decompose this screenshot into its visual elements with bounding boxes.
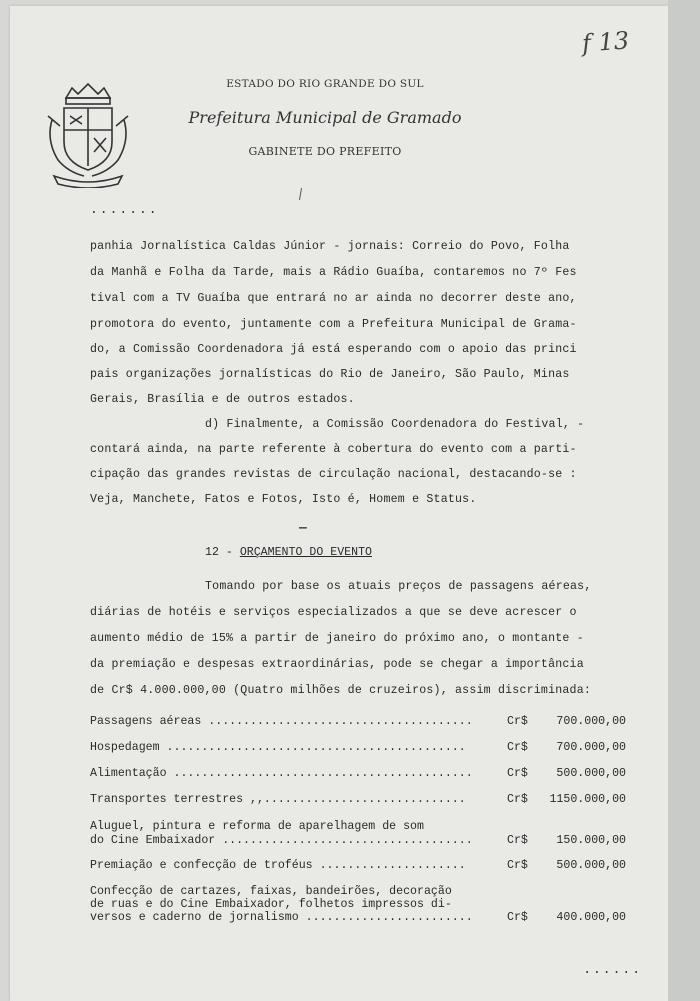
budget-item-label: Aluguel, pintura e reforma de aparelhagem de som — [90, 820, 424, 833]
budget-item-amount: 500.000,00 — [556, 859, 626, 872]
budget-text-line: aumento médio de 15% a partir de janeiro do próximo ano, o montante - — [90, 632, 584, 645]
budget-item-label: Premiação e confecção de troféus ..................... — [90, 859, 466, 872]
section-number: 12 - — [205, 546, 233, 559]
paragraph-line: do, a Comissão Coordenadora já está esperando com o apoio das princi — [90, 343, 577, 356]
gabinete-header: GABINETE DO PREFEITO — [248, 145, 402, 158]
coat-of-arms-icon — [44, 80, 132, 188]
budget-item-label: Alimentação ........................................... — [90, 767, 473, 780]
budget-item-amount: 1150.000,00 — [549, 793, 626, 806]
budget-text-line: da premiação e despesas extraordinárias, pode se chegar a importância — [90, 658, 584, 671]
budget-item-label: Confecção de cartazes, faixas, bandeirões, decoração — [90, 885, 452, 898]
paragraph-line: pais organizações jornalísticas do Rio de Janeiro, São Paulo, Minas — [90, 368, 570, 381]
paragraph-line: panhia Jornalística Caldas Júnior - jornais: Correio do Povo, Folha — [90, 240, 570, 253]
budget-item-label: Transportes terrestres ,,............................. — [90, 793, 466, 806]
budget-item-currency: Cr$ — [507, 715, 528, 728]
budget-text-line: de Cr$ 4.000.000,00 (Quatro milhões de cruzeiros), assim discriminada: — [90, 684, 592, 697]
paragraph-line: cipação das grandes revistas de circulação nacional, destacando-se : — [90, 468, 577, 481]
section-title: ORÇAMENTO DO EVENTO — [239, 546, 373, 559]
budget-item-currency: Cr$ — [507, 793, 528, 806]
budget-item-amount: 700.000,00 — [556, 715, 626, 728]
budget-item-currency: Cr$ — [507, 741, 528, 754]
paragraph-line: tival com a TV Guaíba que entrará no ar ainda no decorrer deste ano, — [90, 292, 577, 305]
budget-item-currency: Cr$ — [507, 911, 528, 924]
state-header: ESTADO DO RIO GRANDE DO SUL — [226, 78, 424, 90]
background-edge — [668, 0, 700, 1001]
paragraph-line: contará ainda, na parte referente à cobertura do evento com a parti- — [90, 443, 577, 456]
budget-item-label: Passagens aéreas ...................................... — [90, 715, 473, 728]
separator-dash: — — [299, 520, 307, 535]
section-heading — [205, 546, 372, 559]
budget-text-line: diárias de hotéis e serviços especializados a que se deve acrescer o — [90, 606, 577, 619]
prefeitura-header: Prefeitura Municipal de Gramado — [188, 108, 462, 127]
budget-item-amount: 500.000,00 — [556, 767, 626, 780]
budget-item-amount: 700.000,00 — [556, 741, 626, 754]
budget-item-currency: Cr$ — [507, 767, 528, 780]
budget-item-label: Hospedagem ........................................... — [90, 741, 466, 754]
budget-item-amount: 400.000,00 — [556, 911, 626, 924]
continuation-marker: ....... — [90, 202, 159, 217]
end-marker: ...... — [583, 962, 642, 977]
paragraph-line: Veja, Manchete, Fatos e Fotos, Isto é, Homem e Status. — [90, 493, 477, 506]
folio-number: f 13 — [581, 26, 630, 58]
budget-text-line: Tomando por base os atuais preços de passagens aéreas, — [205, 580, 592, 593]
paragraph-line: promotora do evento, juntamente com a Prefeitura Municipal de Grama- — [90, 318, 577, 331]
budget-item-label: de ruas e do Cine Embaixador, folhetos impressos di- — [90, 898, 452, 911]
paragraph-line: da Manhã e Folha da Tarde, mais a Rádio Guaíba, contaremos no 7º Fes — [90, 266, 577, 279]
paragraph-line: Gerais, Brasília e de outros estados. — [90, 393, 355, 406]
budget-item-label: versos e caderno de jornalismo ........................ — [90, 911, 473, 924]
budget-item-currency: Cr$ — [507, 834, 528, 847]
budget-item-currency: Cr$ — [507, 859, 528, 872]
budget-item-label: do Cine Embaixador .................................... — [90, 834, 473, 847]
budget-item-amount: 150.000,00 — [556, 834, 626, 847]
paragraph-line: d) Finalmente, a Comissão Coordenadora do Festival, - — [205, 418, 585, 431]
